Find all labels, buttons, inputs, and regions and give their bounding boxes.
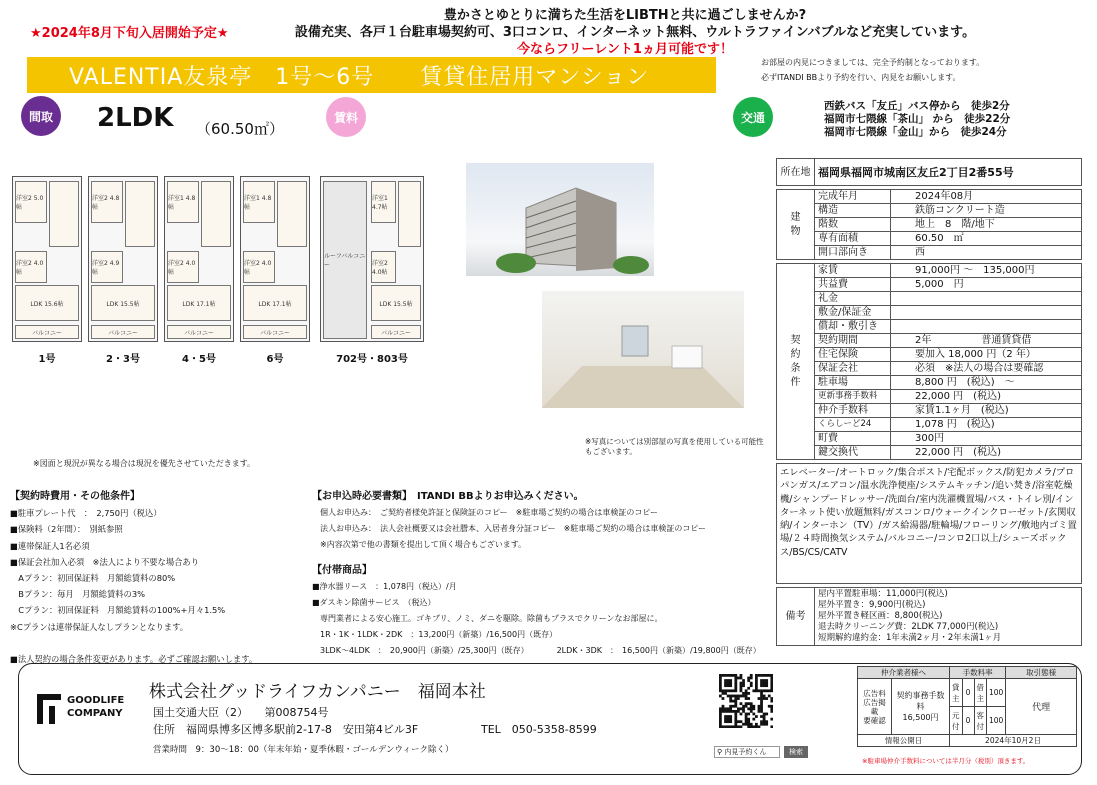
search-box[interactable] (714, 746, 780, 758)
spec-value (891, 320, 1082, 334)
apply-line: 法人お申込み： 法人会社概要又は会社謄本、入居者身分証コピー ※駐車場ご契約の場合は車検証のコピー (320, 524, 707, 533)
room-wet-area (125, 181, 155, 247)
apply-lines (312, 505, 772, 553)
business-hours: 営業時間 9：30～18：00（年末年始・夏季休暇・ゴールデンウィーク除く） (153, 745, 454, 755)
room-western-2: 洋室2 4.0帖 (371, 251, 396, 283)
goods-line: 3LDK～4LDK ： 20,900円（新築）/25,300円（既存） 2LDK・3DK ： 16,500円（新築）/19,800円（既存） (312, 646, 761, 655)
remarks-label-text: 備考 (785, 611, 806, 622)
room-wet-area (49, 181, 79, 247)
cost-line: ■駐車プレート代 ： 2,750円（税込） (10, 508, 162, 519)
spec-key: くらしーど24 (815, 418, 891, 432)
balcony: バルコニー (243, 325, 307, 339)
floorplan-label: 4・5号 (182, 354, 216, 365)
spec-row (777, 320, 1082, 334)
logo-line-2: COMPANY (67, 708, 123, 719)
info-date-label: 情報公開日 (858, 735, 950, 747)
room-wet-area (201, 181, 231, 247)
goods-title: 【付帯商品】 (312, 565, 372, 576)
transport-line: 福岡市七隈線「茶山」 から 徒歩22分 (824, 113, 1011, 125)
spec-row (777, 232, 1082, 246)
spec-row (777, 264, 1082, 278)
equipment-box: エレベーター/オートロック/集合ポスト/宅配ボックス/防犯カメラ/プロパンガス/エアコン/温水洗浄便座/システムキッチン/追い焚き/浴室乾燥機/シャンプードレッサー/洗面台/室内洗濯機置場/バス・トイレ別/インターネット使い放題無料/ガスコンロ/ウォークインクローゼット/玄関収納/インターホン（TV）/ガス給湯器/駐輪場/フローリング/敷地内ゴミ置場/２４時間換気システム/バルコニー/コンロ2口以上/シューズボックス/BS/CS/CATV (776, 463, 1082, 584)
spec-value (891, 306, 1082, 320)
spec-key: 専有面積 (815, 232, 891, 246)
floorplan (164, 176, 234, 342)
fee-cell: 100 (987, 679, 1006, 707)
cost-line: ■保証会社加入必須 ※法人により不要な場合あり (10, 556, 200, 567)
spec-value: 22,000 円 (税込) (891, 446, 1082, 460)
spec-key: 礼金 (815, 292, 891, 306)
remark-line: 屋外平置き軽区画：8,800(税込) (818, 611, 943, 621)
spec-row (777, 376, 1082, 390)
floorplan (12, 176, 82, 342)
spec-table-wrap (776, 158, 1082, 646)
room-ldk: LDK 17.1帖 (243, 285, 307, 321)
room-ldk: LDK 15.5帖 (371, 285, 421, 321)
property-title-banner: VALENTIA友泉亭 1号～6号 賃貸住居用マンション (27, 57, 716, 93)
balcony: バルコニー (15, 325, 79, 339)
contract-table (776, 263, 1082, 460)
spec-key: 敷金/保証金 (815, 306, 891, 320)
spec-value: 22,000 円 (税込) (891, 390, 1082, 404)
transport-line: 西鉄バス「友丘」バス停から 徒歩2分 (824, 100, 1010, 112)
room-western-1: 洋室2 4.8帖 (91, 181, 123, 223)
spec-row (777, 218, 1082, 232)
fee-cell: 借主 (974, 679, 987, 707)
search-icon: ⚲ (717, 748, 723, 756)
goods-line: ■浄水器リース ：1,078円（税込）/月 (312, 582, 457, 591)
spec-group-label: 建物 (777, 190, 815, 260)
costs-lines (10, 505, 295, 667)
spec-row (777, 246, 1082, 260)
balcony: バルコニー (91, 325, 155, 339)
agent-fee-table (857, 666, 1077, 747)
catch-line-1: 豊かさとゆとりに満ちた生活をLIBTHと共に過ごしませんか? (443, 8, 807, 23)
apply-section (312, 489, 772, 659)
spec-value: 要加入 18,000 円（2 年） (891, 348, 1082, 362)
cost-line: Cプラン：初回保証料 月額総賃料の100%+月々1.5% (10, 605, 226, 616)
catch-line-2: 設備充実、各戸１台駐車場契約可、3口コンロ、インターネット無料、ウルトラファインバブルなど充実しています。 (294, 25, 976, 40)
spec-value: 1,078 円 (税込) (891, 418, 1082, 432)
goods-line: 1R・1K・1LDK・2DK ：13,200円（新築）/16,500円（既存） (312, 630, 558, 639)
room-illustration (542, 291, 744, 408)
room-western-2: 洋室2 4.0帖 (167, 251, 199, 283)
fee-cell: 元付 (950, 707, 963, 735)
floorplan-note: ※図面と現況が異なる場合は現況を優先させていただきます。 (33, 459, 256, 468)
fee-cell: 100 (987, 707, 1006, 735)
spec-value (891, 292, 1082, 306)
search-box-text: 内見予約くん (724, 748, 767, 756)
room-western-2: 洋室2 4.9帖 (91, 251, 123, 283)
agent-header: 仲介業者様へ (858, 667, 950, 679)
room-western-1: 洋室1 4.7帖 (371, 181, 396, 223)
roof-balcony: ルーフバルコニー (323, 181, 367, 339)
cost-line: ※Cプランは連帯保証人なしプランとなります。 (10, 621, 189, 632)
remarks-table (776, 587, 1082, 646)
spec-key: 共益費 (815, 278, 891, 292)
spec-key: 償却・敷引き (815, 320, 891, 334)
spec-key: 駐車場 (815, 376, 891, 390)
fee-cell: 貸主 (950, 679, 963, 707)
company-name: 株式会社グッドライフカンパニー 福岡本社 (149, 682, 486, 702)
floorplan-label: 1号 (38, 354, 56, 365)
costs-section (10, 489, 295, 667)
spec-key: 構造 (815, 204, 891, 218)
transport-badge: 交通 (733, 97, 773, 137)
room-wet-area (277, 181, 307, 247)
spec-value: 必須 ※法人の場合は要確認 (891, 362, 1082, 376)
goods-lines (312, 579, 772, 659)
remark-line: 退去時クリーニング費：2LDK 77,000円(税込) (818, 622, 999, 632)
room-ldk: LDK 15.5帖 (91, 285, 155, 321)
spec-value: 地上 8 階/地下 (891, 218, 1082, 232)
spec-table (776, 158, 1082, 186)
costs-title: 【契約時費用・その他条件】 (10, 491, 140, 502)
floorplan (88, 176, 158, 342)
spec-row (777, 362, 1082, 376)
spec-value: 5,000 円 (891, 278, 1082, 292)
transaction-mode: 代理 (1006, 679, 1077, 735)
spec-row (777, 292, 1082, 306)
interior-photo (542, 291, 744, 408)
cost-line: ■保険料（2年間）： 別紙参照 (10, 524, 123, 535)
spec-row (777, 418, 1082, 432)
madori-badge: 間取 (21, 96, 61, 136)
address-label: 所在地 (777, 159, 815, 186)
spec-row (777, 348, 1082, 362)
spec-group-label: 契約条件 (777, 264, 815, 460)
cost-line: Aプラン：初回保証料 月額総賃料の80% (10, 573, 176, 584)
room-western-1: 洋室1 4.8帖 (167, 181, 199, 223)
spec-value: 300円 (891, 432, 1082, 446)
ad-label: 広告料 広告掲載 要確認 (858, 679, 892, 735)
spec-row (777, 334, 1082, 348)
spec-value: 西 (891, 246, 1082, 260)
free-rent-notice: 今ならフリーレント1ヵ月可能です！ (517, 42, 733, 57)
apply-line: 個人お申込み： ご契約者様免許証と保険証のコピー ※駐車場ご契約の場合は車検証のコピー (320, 508, 659, 517)
apply-title: 【お申込時必要書類】 ITANDI BBよりお申込みください。 (312, 491, 584, 502)
logo-line-1: GOODLIFE (67, 695, 125, 706)
cost-line: ■法人契約の場合条件変更があります。必ずご確認お願いします。 (10, 654, 258, 665)
fee-cell: 客付 (974, 707, 987, 735)
license-number: 国土交通大臣（2） 第008754号 (153, 706, 329, 719)
floorplan (320, 176, 424, 342)
cost-line (10, 635, 295, 651)
qr-code[interactable] (719, 674, 773, 728)
spec-key: 町費 (815, 432, 891, 446)
room-western-2: 洋室2 4.0帖 (15, 251, 47, 283)
rent-badge: 賃料 (326, 97, 366, 137)
spec-key: 家賃 (815, 264, 891, 278)
mode-header: 取引態様 (1006, 667, 1077, 679)
spec-value: 8,800 円 (税込) ～ (891, 376, 1082, 390)
spec-row (777, 446, 1082, 460)
area-value: （60.50㎡） (196, 120, 284, 138)
spec-value: 91,000円 ～ 135,000円 (891, 264, 1082, 278)
apply-line: ※内容次第で他の書類を提出して頂く場合もございます。 (320, 540, 527, 549)
company-footer (18, 663, 1082, 775)
company-logo-text (67, 694, 124, 720)
room-western-1: 洋室2 5.0帖 (15, 181, 47, 223)
transport-list (824, 100, 1010, 139)
company-address: 住所 福岡県博多区博多駅前2-17-8 安田第4ビル3F (153, 723, 419, 736)
spec-key: 階数 (815, 218, 891, 232)
spec-value: 60.50 ㎡ (891, 232, 1082, 246)
floorplan-label: 702号・803号 (336, 354, 408, 365)
remark-line: 屋内平置駐車場：11,000円(税込) (818, 589, 948, 599)
spec-row (777, 432, 1082, 446)
ad-fee: 契約事務手数料 16,500円 (892, 679, 950, 735)
madori-value: 2LDK (97, 103, 174, 133)
floorplan-label: 2・3号 (106, 354, 140, 365)
fee-cell: 0 (962, 707, 974, 735)
address-row (777, 159, 1082, 186)
fee-cell: 0 (962, 679, 974, 707)
transport-line: 福岡市七隈線「金山」から 徒歩24分 (824, 126, 1007, 138)
spec-key: 仲介手数料 (815, 404, 891, 418)
spec-key: 住宅保険 (815, 348, 891, 362)
building-illustration (466, 163, 654, 276)
viewing-notice-1: お部屋の内見につきましては、完全予約制となっております。 (761, 58, 985, 67)
building-table (776, 189, 1082, 260)
remarks-list (815, 588, 1082, 646)
info-date: 2024年10月2日 (950, 735, 1077, 747)
room-western-1: 洋室1 4.8帖 (243, 181, 275, 223)
spec-value: 家賃1.1ヶ月 (税込) (891, 404, 1082, 418)
remark-line: 短期解約違約金：1年未満2ヶ月・2年未満1ヶ月 (818, 633, 1002, 643)
company-logo-icon (37, 694, 61, 724)
spec-row (777, 390, 1082, 404)
cost-line: ■連帯保証人1名必須 (10, 540, 90, 551)
spec-key: 開口部向き (815, 246, 891, 260)
room-ldk: LDK 17.1帖 (167, 285, 231, 321)
cost-line: Bプラン：毎月 月額総賃料の3% (10, 589, 146, 600)
spec-value: 鉄筋コンクリート造 (891, 204, 1082, 218)
move-in-notice: ★2024年8月下旬入居開始予定★ (30, 26, 229, 41)
spec-key: 更新事務手数料 (815, 390, 891, 404)
room-western-2: 洋室2 4.0帖 (243, 251, 275, 283)
fee-header: 手数料率 (950, 667, 1006, 679)
goods-line: 専門業者による安心施工。ゴキブリ、ノミ、ダニを駆除。除菌もプラスでクリーンなお部屋に。 (312, 614, 663, 623)
goods-line: ■ダスキン除菌サービス （税込） (312, 598, 436, 607)
photo-note: ※写真については別部屋の写真を使用している可能性もございます。 (585, 437, 764, 456)
exterior-photo (466, 163, 654, 276)
spec-value: 2024年08月 (891, 190, 1082, 204)
spec-row (777, 190, 1082, 204)
spec-key: 完成年月 (815, 190, 891, 204)
viewing-notice-2: 必ずITANDI BBより予約を行い、内見をお願いします。 (761, 73, 961, 82)
room-ldk: LDK 15.6帖 (15, 285, 79, 321)
spec-row (777, 306, 1082, 320)
spec-row (777, 404, 1082, 418)
remark-line: 屋外平置き：9,900円(税込) (818, 600, 926, 610)
balcony: バルコニー (371, 325, 421, 339)
spec-key: 契約期間 (815, 334, 891, 348)
floorplan-label: 6号 (266, 354, 284, 365)
floorplan (240, 176, 310, 342)
spec-key: 鍵交換代 (815, 446, 891, 460)
qr-code-icon (719, 674, 773, 728)
remarks-label (777, 588, 815, 646)
search-button[interactable]: 検索 (784, 746, 808, 758)
company-tel: TEL 050-5358-8599 (481, 723, 597, 736)
address-value: 福岡県福岡市城南区友丘2丁目2番55号 (815, 159, 1082, 186)
balcony: バルコニー (167, 325, 231, 339)
spec-value: 2年 普通賃貸借 (891, 334, 1082, 348)
spec-row (777, 204, 1082, 218)
room-wet-area (398, 181, 421, 247)
spec-row (777, 278, 1082, 292)
spec-key: 保証会社 (815, 362, 891, 376)
parking-fee-note: ※駐車場仲介手数料については半月分（税別）頂きます。 (862, 757, 1030, 765)
